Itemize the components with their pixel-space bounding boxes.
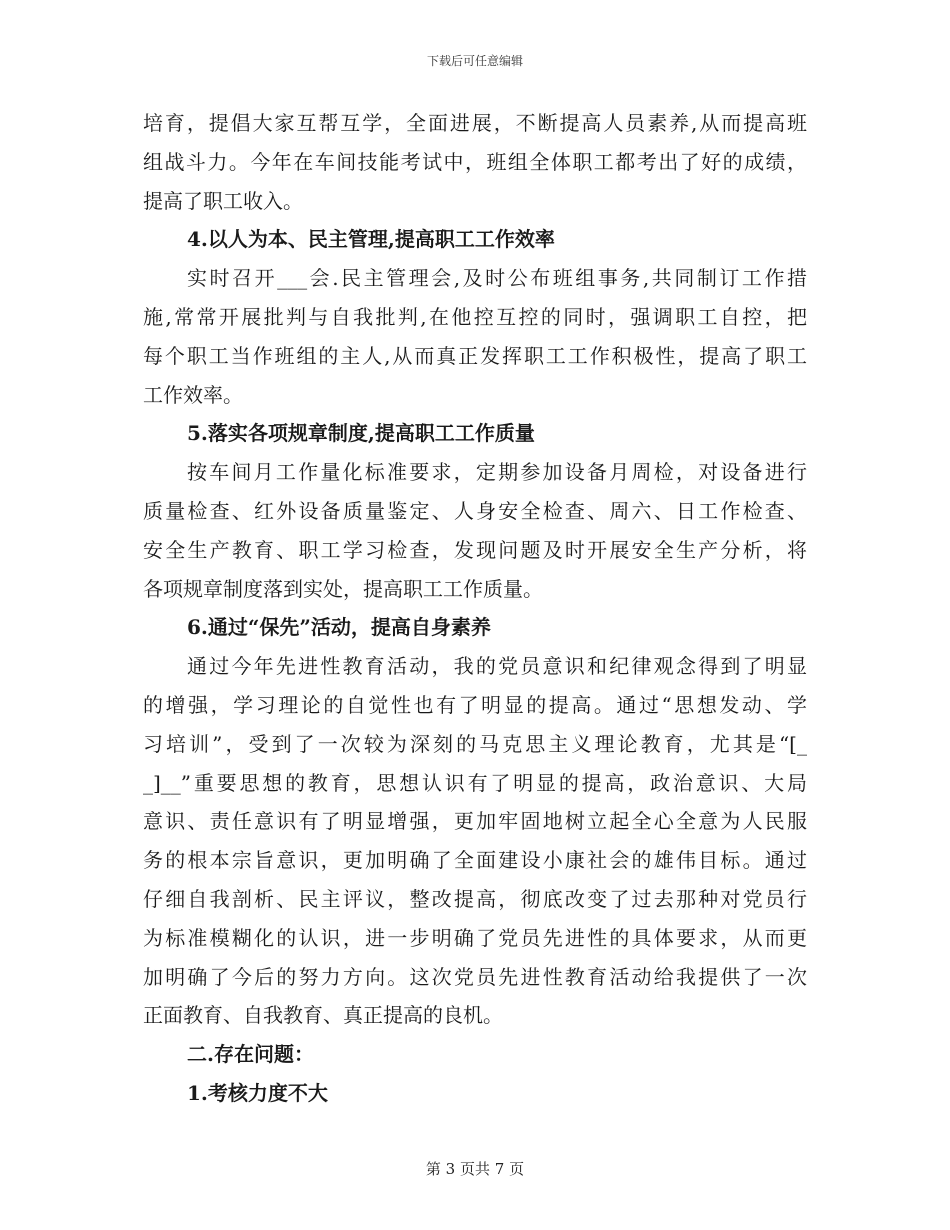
section-heading-problem-1: 1.考核力度不大 (187, 1080, 328, 1105)
page-header-note: 下载后可任意编辑 (426, 54, 523, 68)
text-line: 安全生产教育、职工学习检查，发现问题及时开展安全生产分析，将 (143, 537, 807, 562)
text-line: 习培训”，受到了一次较为深刻的马克思主义理论教育，尤其是“[_ (143, 731, 807, 756)
text-line: 的增强，学习理论的自觉性也有了明显的提高。通过“思想发动、学 (143, 692, 807, 717)
text-line: 培育，提倡大家互帮互学，全面进展，不断提高人员素养,从而提高班 (143, 111, 807, 135)
text-line: 通过今年先进性教育活动，我的党员意识和纪律观念得到了明显 (187, 654, 807, 679)
section-heading-4: 4.以人为本、民主管理,提高职工工作效率 (187, 227, 555, 252)
text-line: 各项规章制度落到实处，提高职工工作质量。 (143, 576, 543, 601)
text-line: 加明确了今后的努力方向。这次党员先进性教育活动给我提供了一次 (143, 964, 807, 989)
text-line: 务的根本宗旨意识，更加明确了全面建设小康社会的雄伟目标。通过 (143, 848, 807, 873)
text-line: 正面教育、自我教育、真正提高的良机。 (143, 1003, 503, 1028)
text-line: 意识、责任意识有了明显增强，更加牢固地树立起全心全意为人民服 (143, 809, 807, 834)
section-heading-5: 5.落实各项规章制度,提高职工工作质量 (187, 421, 535, 446)
text-line: 为标准模糊化的认识，进一步明确了党员先进性的具体要求，从而更 (143, 925, 807, 950)
section-heading-problems: 二.存在问题： (187, 1042, 314, 1067)
text-line: 工作效率。 (143, 382, 243, 407)
text-line: 仔细自我剖析、民主评议，整改提高，彻底改变了过去那种对党员行 (143, 886, 807, 911)
text-line: 提高了职工收入。 (143, 188, 303, 213)
page-number: 第 3 页共 7 页 (425, 1160, 525, 1178)
text-line: 按车间月工作量化标准要求，定期参加设备月周检，对设备进行 (187, 460, 807, 485)
text-line: 实时召开___会.民主管理会,及时公布班组事务,共同制订工作措 (187, 266, 807, 291)
text-line: 每个职工当作班组的主人,从而真正发挥职工工作积极性，提高了职工 (143, 343, 807, 368)
section-heading-6: 6.通过“保先”活动，提高自身素养 (187, 615, 491, 640)
text-line: 组战斗力。今年在车间技能考试中，班组全体职工都考出了好的成绩， (143, 149, 807, 174)
text-line: _]__”重要思想的教育，思想认识有了明显的提高，政治意识、大局 (143, 770, 807, 795)
text-line: 施,常常开展批判与自我批判,在他控互控的同时，强调职工自控，把 (143, 304, 807, 329)
document-body (143, 104, 807, 1113)
text-line: 质量检查、红外设备质量鉴定、人身安全检查、周六、日工作检查、 (143, 498, 807, 523)
